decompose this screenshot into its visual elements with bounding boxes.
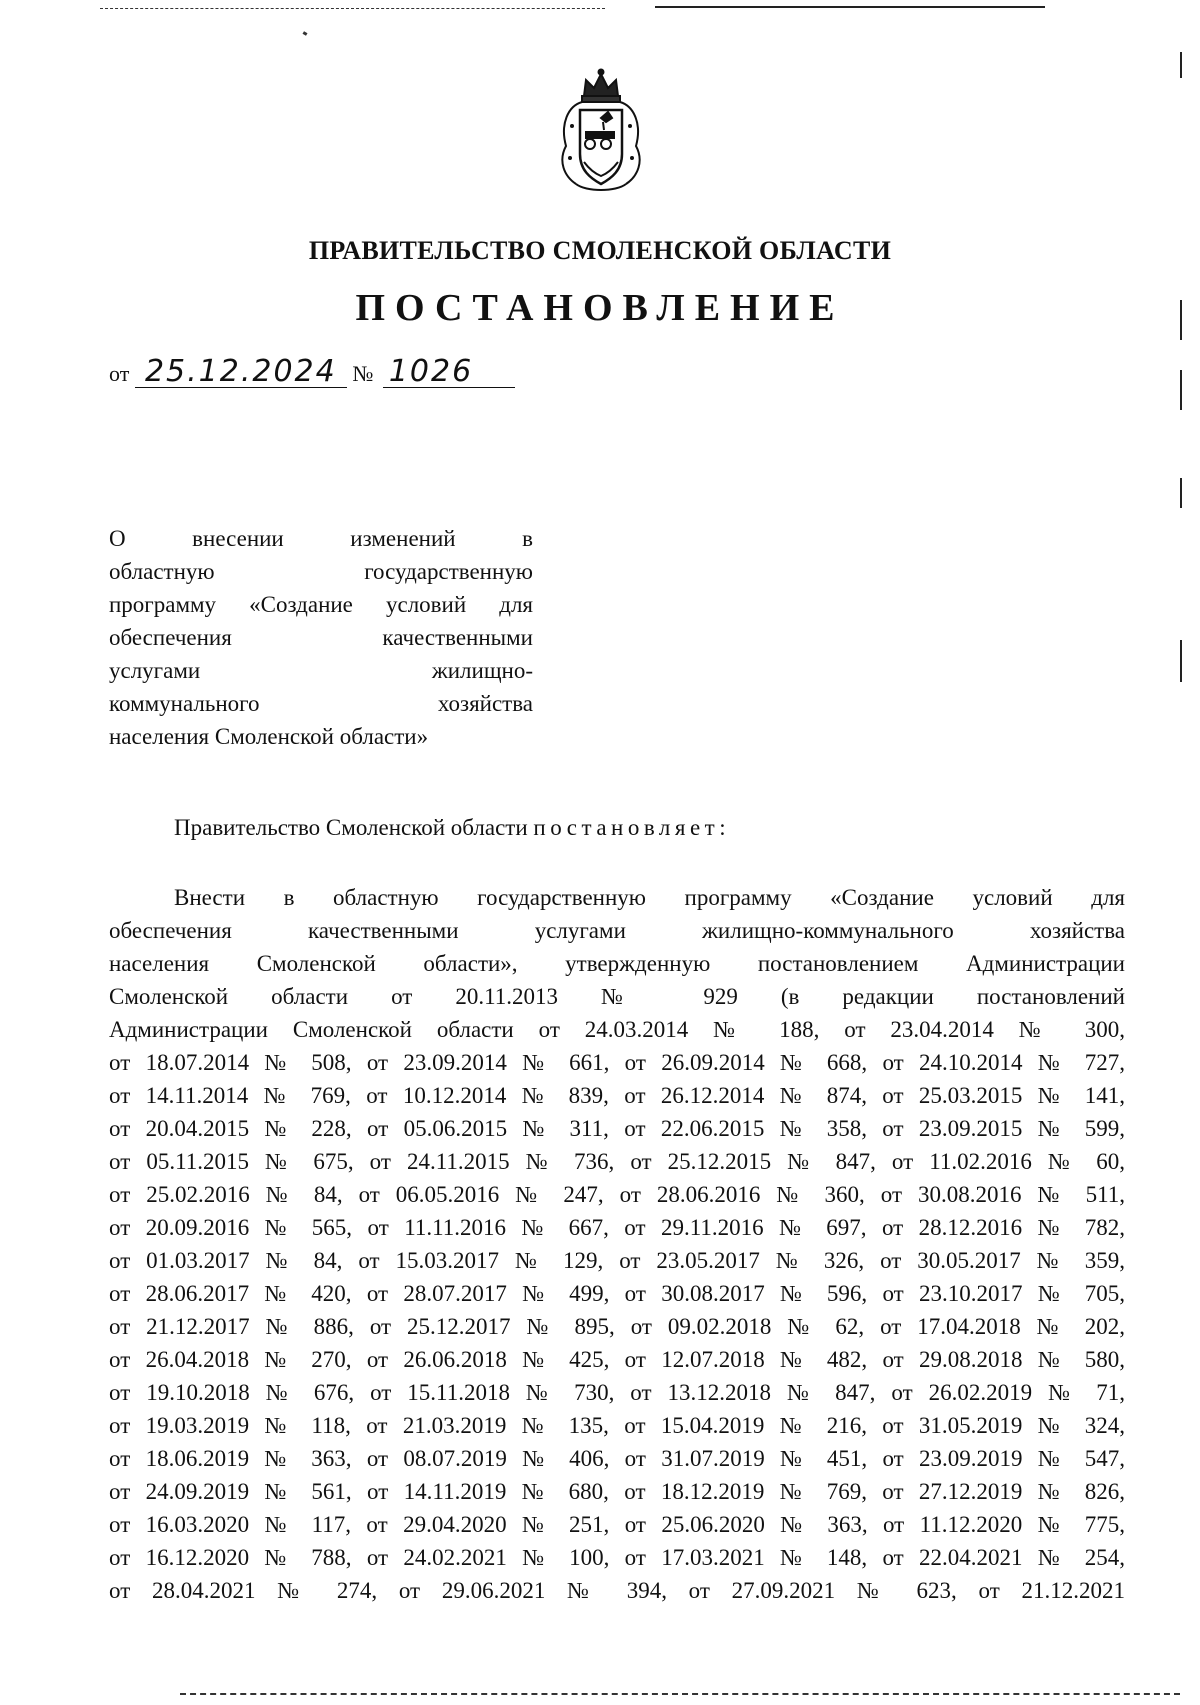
body-line: от 05.11.2015 № 675, от 24.11.2015 № 736, от 25.12.2015 № 847, от 11.02.2016 № 60, xyxy=(109,1149,1125,1174)
coat-of-arms-icon xyxy=(546,66,656,198)
body-line: от 18.07.2014 № 508, от 23.09.2014 № 661, от 26.09.2014 № 668, от 24.10.2014 № 727, xyxy=(109,1050,1125,1075)
body-line: от 24.09.2019 № 561, от 14.11.2019 № 680, от 18.12.2019 № 769, от 27.12.2019 № 826, xyxy=(109,1479,1125,1504)
body-line: от 28.04.2021 № 274, от 29.06.2021 № 394, от 27.09.2021 № 623, от 21.12.2021 xyxy=(109,1578,1125,1603)
scan-artifact-top-left xyxy=(100,8,605,9)
number-sign: № xyxy=(352,361,374,386)
resolves-verb: постановляет: xyxy=(533,815,731,840)
body-line: от 28.06.2017 № 420, от 28.07.2017 № 499, от 30.08.2017 № 596, от 23.10.2017 № 705, xyxy=(109,1281,1125,1306)
scan-artifact-bottom xyxy=(180,1693,1180,1695)
body-line: обеспечения качественными услугами жилищно-коммунального хозяйства xyxy=(109,918,1125,943)
body-line: от 16.03.2020 № 117, от 29.04.2020 № 251, от 25.06.2020 № 363, от 11.12.2020 № 775, xyxy=(109,1512,1125,1537)
body-line: от 26.04.2018 № 270, от 26.06.2018 № 425, от 12.07.2018 № 482, от 29.08.2018 № 580, xyxy=(109,1347,1125,1372)
subject-line: коммунального хозяйства xyxy=(109,691,533,716)
scan-margin-mark xyxy=(1180,52,1182,78)
subject-line: населения Смоленской области» xyxy=(109,724,429,749)
subject-line: областную государственную xyxy=(109,559,533,584)
body-line: от 21.12.2017 № 886, от 25.12.2017 № 895, от 09.02.2018 № 62, от 17.04.2018 № 202, xyxy=(109,1314,1125,1339)
document-subject xyxy=(109,522,533,753)
resolves-subject: Правительство Смоленской области xyxy=(174,815,528,840)
scan-margin-mark xyxy=(1180,370,1182,410)
handwritten-date: 25.12.2024 xyxy=(135,358,347,388)
subject-line: программу «Создание условий для xyxy=(109,592,533,617)
date-number-line xyxy=(109,354,515,389)
body-line: от 19.10.2018 № 676, от 15.11.2018 № 730, от 13.12.2018 № 847, от 26.02.2019 № 71, xyxy=(109,1380,1125,1405)
scan-artifact-dot xyxy=(303,31,308,36)
handwritten-number: 1026 xyxy=(383,358,515,388)
date-prefix: от xyxy=(109,361,130,386)
body-line: от 20.04.2015 № 228, от 05.06.2015 № 311, от 22.06.2015 № 358, от 23.09.2015 № 599, xyxy=(109,1116,1125,1141)
body-line: Администрации Смоленской области от 24.03.2014 № 188, от 23.04.2014 № 300, xyxy=(109,1017,1125,1042)
scan-artifact-top-right xyxy=(655,6,1045,8)
body-line: населения Смоленской области», утвержденную постановлением Администрации xyxy=(109,951,1125,976)
body-line: от 19.03.2019 № 118, от 21.03.2019 № 135, от 15.04.2019 № 216, от 31.05.2019 № 324, xyxy=(109,1413,1125,1438)
subject-line: О внесении изменений в xyxy=(109,526,533,551)
government-title: ПРАВИТЕЛЬСТВО СМОЛЕНСКОЙ ОБЛАСТИ xyxy=(308,236,892,265)
body-line: от 01.03.2017 № 84, от 15.03.2017 № 129, от 23.05.2017 № 326, от 30.05.2017 № 359, xyxy=(109,1248,1125,1273)
body-line: от 14.11.2014 № 769, от 10.12.2014 № 839, от 26.12.2014 № 874, от 25.03.2015 № 141, xyxy=(109,1083,1125,1108)
body-line: от 16.12.2020 № 788, от 24.02.2021 № 100, от 17.03.2021 № 148, от 22.04.2021 № 254, xyxy=(109,1545,1125,1570)
body-line: Внести в областную государственную программу «Создание условий для xyxy=(174,885,1125,910)
body-text xyxy=(109,881,1125,1607)
scan-margin-mark xyxy=(1180,478,1182,508)
resolves-line xyxy=(174,815,730,841)
document-type-title: ПОСТАНОВЛЕНИЕ xyxy=(355,287,845,329)
body-line: Смоленской области от 20.11.2013 № 929 (в редакции постановлений xyxy=(109,984,1125,1009)
subject-line: обеспечения качественными xyxy=(109,625,533,650)
body-line: от 18.06.2019 № 363, от 08.07.2019 № 406, от 31.07.2019 № 451, от 23.09.2019 № 547, xyxy=(109,1446,1125,1471)
subject-line: услугами жилищно- xyxy=(109,658,533,683)
scan-margin-mark xyxy=(1180,640,1182,682)
body-line: от 20.09.2016 № 565, от 11.11.2016 № 667, от 29.11.2016 № 697, от 28.12.2016 № 782, xyxy=(109,1215,1125,1240)
body-line: от 25.02.2016 № 84, от 06.05.2016 № 247, от 28.06.2016 № 360, от 30.08.2016 № 511, xyxy=(109,1182,1125,1207)
